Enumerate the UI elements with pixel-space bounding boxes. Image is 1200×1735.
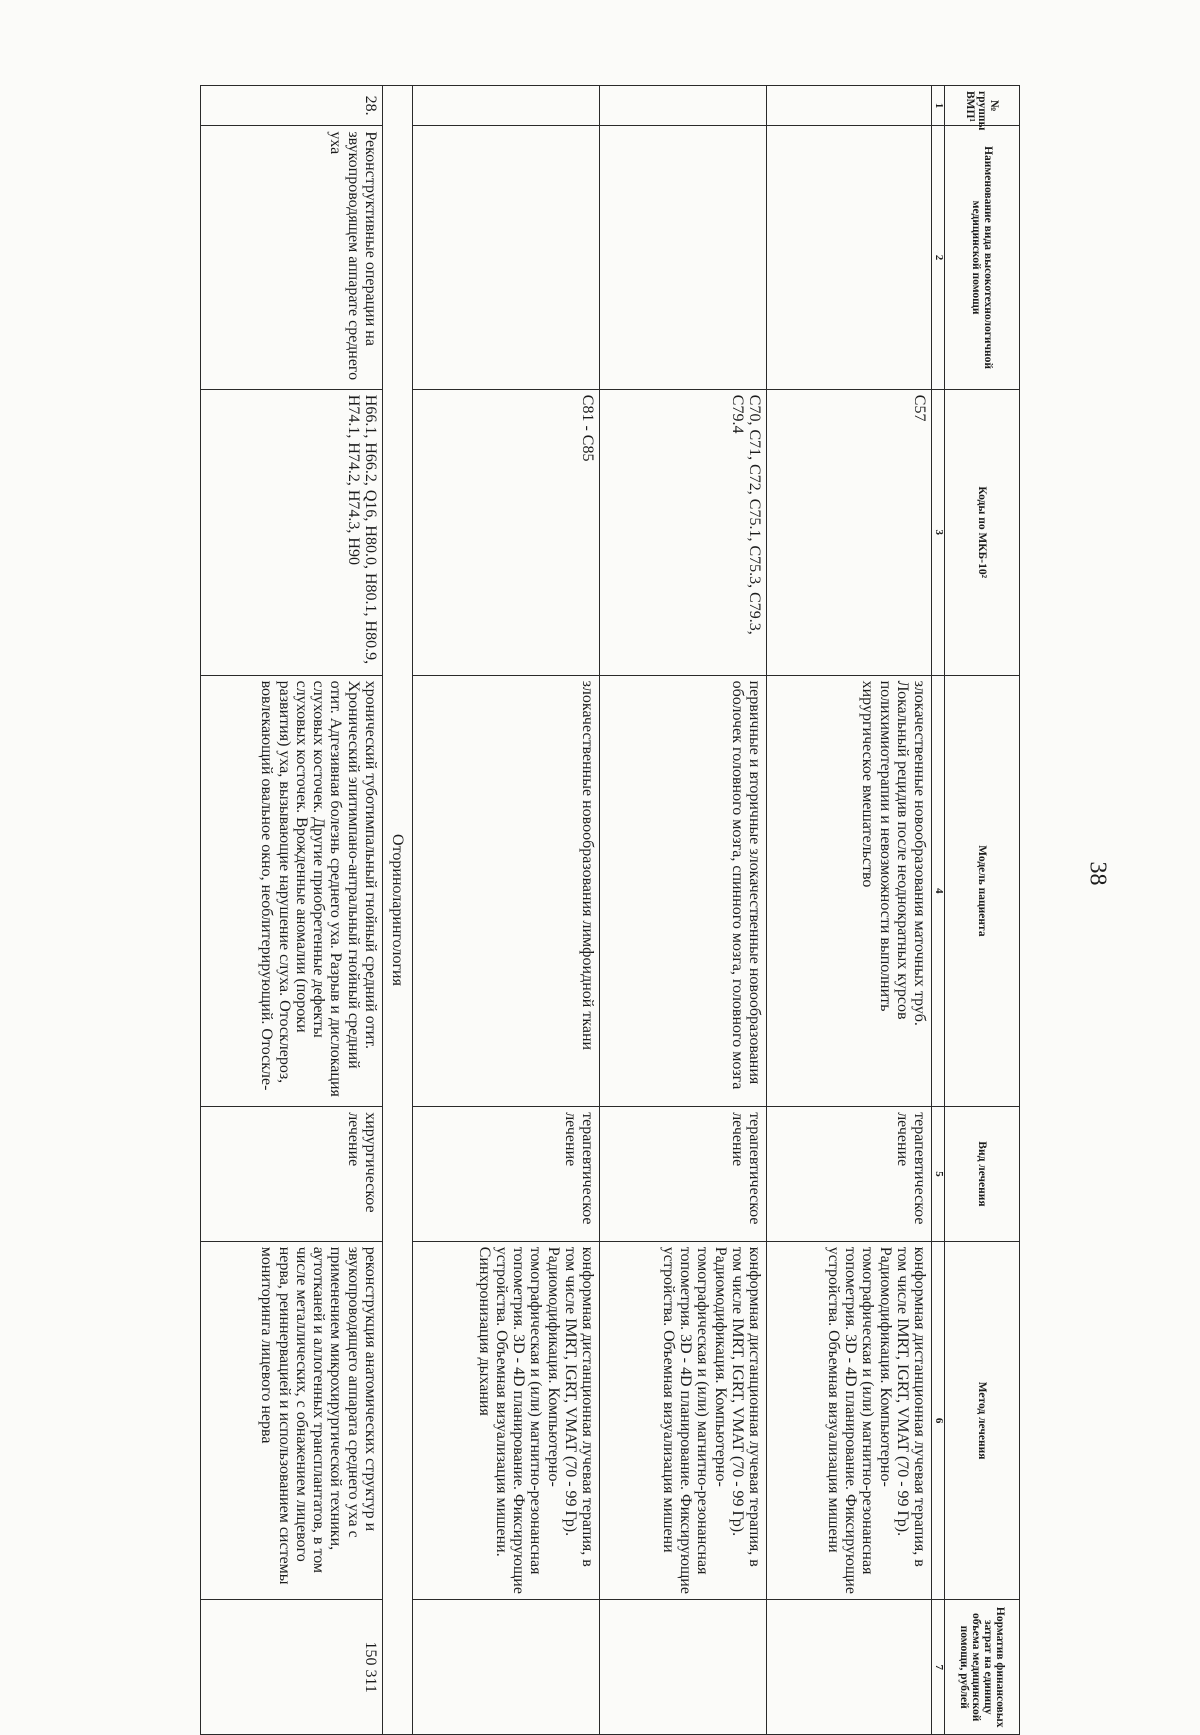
table-row	[413, 86, 600, 1735]
cell-patient-model: злокачественные новообразования маточных труб. Локальный рецидив после неоднократных курсов полихимиотерапии и невозможности выполнить хирургическое вмешательство	[767, 675, 932, 1107]
cell-method: реконструкция анатомических структур и звукопроводящего аппарата среднего уха с применением микрохирургической техники, аутотканей и аллогенных трансплантатов, в том числе металлических, с обнажением лицевого нерва, реиннервацией и использованием системы мониторинга лицевого нерва	[200, 1241, 382, 1600]
cell-norm	[767, 1600, 932, 1735]
rotated-table-container	[90, 85, 1020, 1735]
cell-patient-model: первичные и вторичные злокачественные новообразования оболочек головного мозга, спинного мозга, головного мозга	[600, 675, 767, 1107]
cell-norm	[413, 1600, 600, 1735]
column-number: 6	[932, 1241, 945, 1600]
cell-codes: H66.1, H66.2, Q16, H80.0, H80.1, H80.9, H74.1, H74.2, H74.3, H90	[200, 389, 382, 675]
cell-patient-model: хронический туботимпальный гнойный средний отит. Хронический эпитимпано-антральный гнойный средний отит. Адгезивная болезнь среднего уха. Разрыв и дислокация слуховых косточек. Другие приобретенные дефекты слуховых косточек. Врожденные аномалии (пороки развития) уха, вызывающие нарушение слуха. Отосклероз, вовлекающий овальное окно, необлитерирующий. Отоскле-	[200, 675, 382, 1107]
cell-group	[767, 86, 932, 126]
cell-treatment-type: терапевтическое лечение	[600, 1107, 767, 1242]
table-row	[600, 86, 767, 1735]
cell-codes: C81 - C85	[413, 389, 600, 675]
cell-codes: C70, C71, C72, C75.1, C75.3, C79.3, C79.4	[600, 389, 767, 675]
cell-group	[413, 86, 600, 126]
table-row	[767, 86, 932, 1735]
cell-codes: C57	[767, 389, 932, 675]
header-group-number: № группы ВМП¹	[945, 86, 1020, 126]
header-patient-model: Модель пациента	[945, 675, 1020, 1107]
cell-method: конформная дистанционная лучевая терапия, в том числе IMRT, IGRT, VMAT (70 - 99 Гр). Радиомодификация. Компьютерно-томографическая и (или) магнитно-резонансная топометрия. 3D - 4D планирование. Фиксирующие устройства. Объемная визуализация мишени	[767, 1241, 932, 1600]
cell-norm: 150 311	[200, 1600, 382, 1735]
cell-group	[600, 86, 767, 126]
cell-norm	[600, 1600, 767, 1735]
cell-name	[413, 126, 600, 389]
column-number-row	[932, 86, 945, 1735]
section-title: Оториноларингология	[382, 86, 412, 1735]
header-name: Наименование вида высокотехнологичной медицинской помощи	[945, 126, 1020, 389]
cell-name	[767, 126, 932, 389]
column-number: 4	[932, 675, 945, 1107]
column-number: 7	[932, 1600, 945, 1735]
cell-treatment-type: терапевтическое лечение	[413, 1107, 600, 1242]
column-number: 3	[932, 389, 945, 675]
cell-group: 28.	[200, 86, 382, 126]
header-row	[945, 86, 1020, 1735]
cell-treatment-type: хирургическое лечение	[200, 1107, 382, 1242]
header-method: Метод лечения	[945, 1241, 1020, 1600]
column-number: 5	[932, 1107, 945, 1242]
cell-method: конформная дистанционная лучевая терапия, в том числе IMRT, IGRT, VMAT (70 - 99 Гр). Радиомодификация. Компьютерно-томографическая и (или) магнитно-резонансная топометрия. 3D - 4D планирование. Фиксирующие устройства. Объемная визуализация мишени	[600, 1241, 767, 1600]
header-codes: Коды по МКБ-10²	[945, 389, 1020, 675]
column-number: 1	[932, 86, 945, 126]
cell-name	[600, 126, 767, 389]
cell-name: Реконструктивные операции на звукопроводящем аппарате среднего уха	[200, 126, 382, 389]
section-row	[382, 86, 412, 1735]
cell-treatment-type: терапевтическое лечение	[767, 1107, 932, 1242]
table-row	[200, 86, 382, 1735]
vmp-table	[200, 85, 1020, 1735]
cell-patient-model: злокачественные новообразования лимфоидной ткани	[413, 675, 600, 1107]
column-number: 2	[932, 126, 945, 389]
header-norm: Норматив финансовых затрат на единицу объема медицинской помощи, рублей	[945, 1600, 1020, 1735]
cell-method: конформная дистанционная лучевая терапия, в том числе IMRT, IGRT, VMAT (70 - 99 Гр). Радиомодификация. Компьютерно-томографическая и (или) магнитно-резонансная топометрия. 3D - 4D планирование. Фиксирующие устройства. Объемная визуализация мишени. Синхронизация дыхания	[413, 1241, 600, 1600]
header-treatment-type: Вид лечения	[945, 1107, 1020, 1242]
page-number: 38	[1084, 861, 1111, 886]
